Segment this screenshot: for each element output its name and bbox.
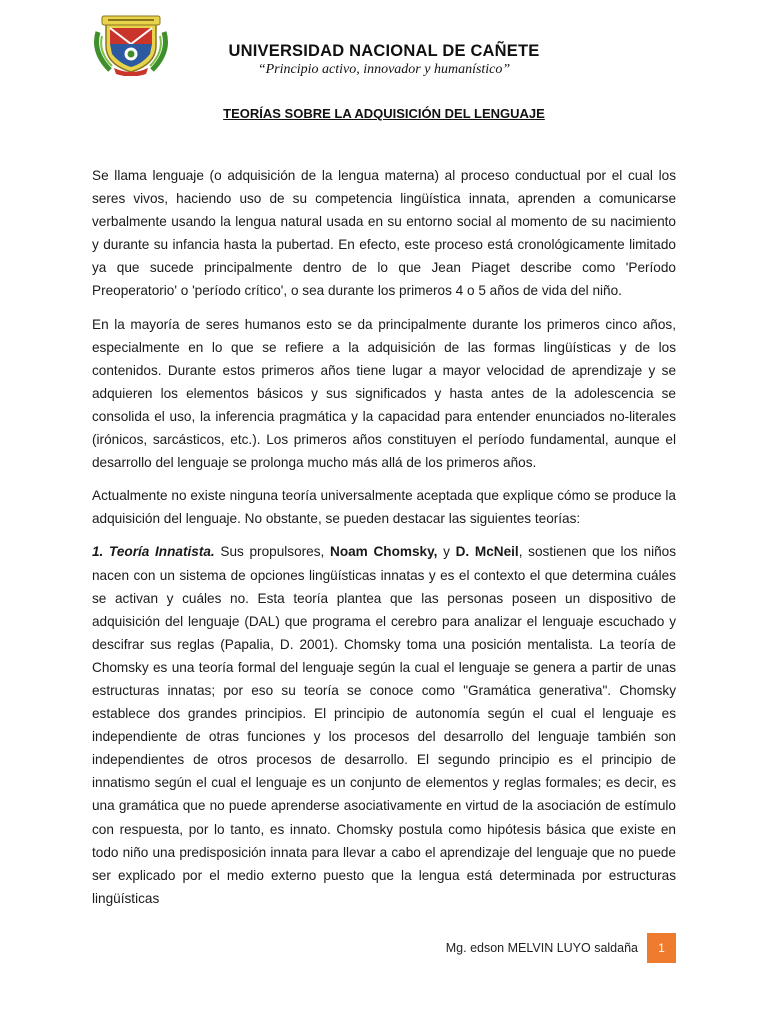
paragraph-2: En la mayoría de seres humanos esto se da principalmente durante los primeros cinco años, especialmente en lo que se refiere a la adquisición de las formas lingüísticas y de los contenidos. Durante estos primeros años tiene lugar a mayor velocidad de aprendizaje y se adquieren los elementos básicos y sus significados y hasta antes de la adolescencia se consolida el uso, la inferencia pragmática y la capacidad para entender enunciados no-literales (irónicos, sarcásticos, etc.). Los primeros años constituyen el período fundamental, aunque el desarrollo del lenguaje se prolonga mucho más allá de los primeros años. [92, 316, 676, 471]
university-motto: “Principio activo, innovador y humanístico” [257, 62, 511, 77]
author-connector: y [437, 544, 456, 560]
document-body [92, 164, 676, 931]
footer-author: Mg. edson MELVIN LUYO saldaña [445, 941, 638, 955]
theory-heading: 1. Teoría Innatista. [92, 544, 215, 560]
university-crest-icon [90, 14, 172, 76]
theory-description: , sostienen que los niños nacen con un sistema de opciones lingüísticas innatas y es el contexto el que determina cuáles se activan y cuáles no. Esta teoría plantea que las personas poseen un dispositivo de adquisición del lenguaje (DAL) que programa el cerebro para analizar el lenguaje escuchado y descifrar sus reglas (Papalia, D. 2001). Chomsky toma una posición mentalista. La teoría de Chomsky es una teoría formal del lenguaje según la cual el lenguaje se genera a partir de unas estructuras innatas; por eso su teoría se conoce como "Gramática generativa". Chomsky establece dos grandes principios. El principio de autonomía según el cual el lenguaje es independiente de otras funciones y los procesos del desarrollo del lenguaje también son independientes de otros procesos de desarrollo. El segundo principio es el principio de innatismo según el cual el lenguaje es un conjunto de elementos y reglas formales; es decir, es una gramática que no puede aprenderse asociativamente en virtud de la asociación de estímulo con respuesta, por lo tanto, es innato. Chomsky postula como hipótesis básica que existe en todo niño una predisposición innata para llevar a cabo el aprendizaje del lenguaje que no puede ser explicado por el medio externo puesto que la lengua está determinada por estructuras lingüísticas [92, 544, 676, 906]
paragraph-4 [92, 540, 676, 910]
author-chomsky: Noam Chomsky, [330, 544, 438, 560]
paragraph-1: Se llama lenguaje (o adquisición de la lengua materna) al proceso conductual por el cual los seres vivos, haciendo uso de su competencia lingüística innata, aprenden a comunicarse verbalmente usando la lengua natural usada en su entorno social al momento de su nacimiento y durante su infancia hasta la pubertad. En efecto, este proceso está cronológicamente limitado ya que sucede principalmente dentro de lo que Jean Piaget describe como 'Período Preoperatorio' o 'período crítico', o sea durante los primeros 4 o 5 años de vida del niño. [92, 168, 676, 299]
paragraph-3: Actualmente no existe ninguna teoría universalmente aceptada que explique cómo se produce la adquisición del lenguaje. No obstante, se pueden destacar las siguientes teorías: [92, 488, 676, 527]
author-mcneil: D. McNeil [455, 544, 519, 560]
theory-lead-text: Sus propulsores, [214, 544, 330, 560]
page-number-badge: 1 [647, 933, 676, 963]
university-name: UNIVERSIDAD NACIONAL DE CAÑETE [228, 42, 540, 60]
document-title: TEORÍAS SOBRE LA ADQUISICIÓN DEL LENGUAJE [223, 106, 545, 121]
